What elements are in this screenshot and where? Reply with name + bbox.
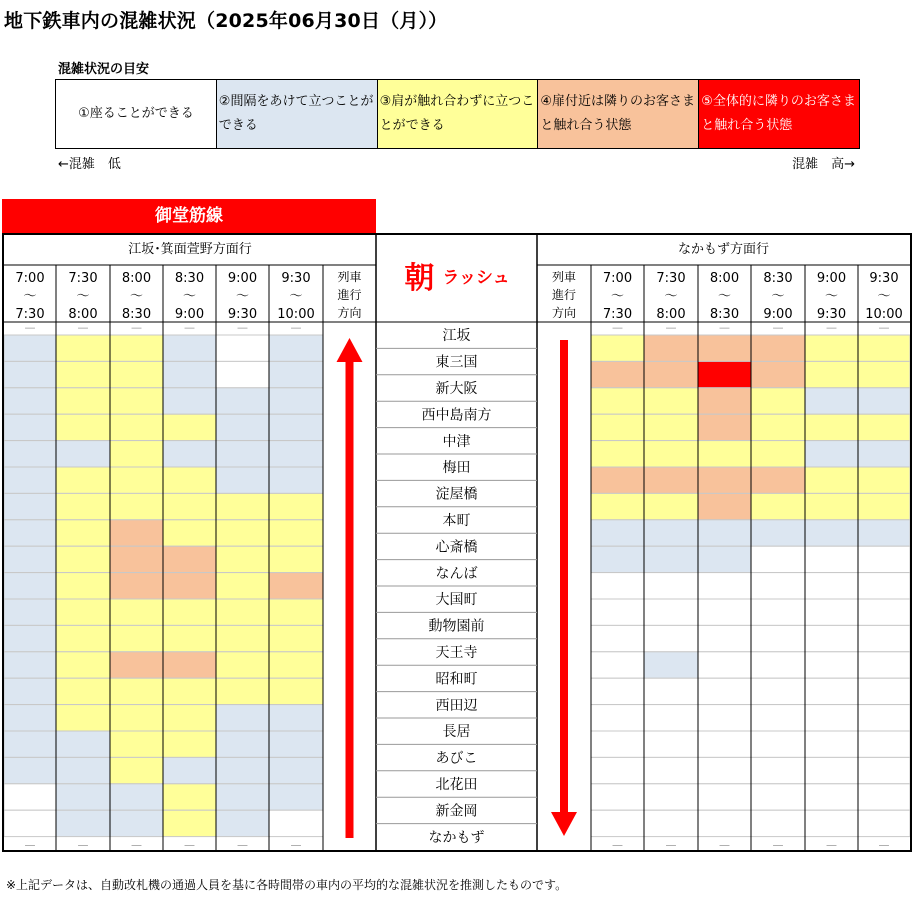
legend-level-1: ①座ることができる: [56, 80, 217, 148]
station-label-2: 新大阪: [435, 381, 478, 397]
right-dircol-label-0: 列車: [551, 270, 577, 284]
left-time-end-3: 9:00: [174, 307, 205, 322]
right-dircol-label-2: 方向: [551, 306, 577, 320]
legend-level-3: ③肩が触れ合わずに立つことができる: [378, 80, 539, 148]
left-time-tilde-5: ～: [289, 289, 303, 304]
right-time-start-1: 7:30: [656, 271, 686, 286]
right-time-start-4: 9:00: [816, 271, 847, 286]
right-dash-bottom-2: —: [719, 838, 730, 852]
station-label-3: 西中島南方: [421, 407, 492, 424]
left-dircol-label-0: 列車: [337, 270, 362, 284]
station-label-9: なんば: [435, 565, 478, 582]
left-dash-bottom-4: —: [237, 838, 248, 852]
legend-level-4: ④扉付近は隣りのお客さまと触れ合う状態: [538, 80, 699, 148]
left-time-start-3: 8:30: [174, 271, 205, 286]
station-label-16: あびこ: [435, 750, 478, 767]
left-dircol-label-1: 進行: [337, 288, 362, 302]
left-time-tilde-3: ～: [182, 289, 197, 304]
left-time-tilde-1: ～: [76, 289, 90, 304]
station-label-7: 本町: [442, 513, 471, 529]
table-frame: [2, 233, 912, 852]
left-dash-bottom-5: —: [290, 838, 302, 852]
legend-heading: 混雑状況の目安: [58, 62, 150, 77]
left-time-start-5: 9:30: [281, 271, 311, 286]
right-dash-bottom-0: —: [612, 838, 623, 852]
right-dash-top-2: —: [719, 321, 730, 334]
station-label-18: 新金岡: [435, 803, 478, 820]
station-label-12: 天王寺: [435, 645, 478, 661]
right-time-start-2: 8:00: [709, 271, 740, 286]
station-label-1: 東三国: [435, 354, 478, 371]
station-label-13: 昭和町: [435, 671, 478, 688]
left-dircol-label-2: 方向: [337, 306, 362, 320]
left-dash-top-5: —: [290, 321, 302, 334]
left-time-end-2: 8:30: [121, 307, 152, 322]
right-time-tilde-2: ～: [717, 289, 732, 304]
footnote: ※上記データは、自動改札機の通過人員を基に各時間帯の車内の平均的な混雑状況を推測したものです。: [6, 878, 568, 892]
right-time-end-3: 9:00: [763, 307, 793, 322]
legend-level-5: ⑤全体的に隣りのお客さまと触れ合う状態: [699, 80, 859, 148]
right-dash-top-4: —: [826, 321, 837, 334]
left-time-tilde-4: ～: [235, 289, 250, 304]
station-label-0: 江坂: [442, 328, 471, 345]
station-label-4: 中津: [442, 433, 471, 450]
left-time-start-0: 7:00: [15, 271, 45, 286]
right-dash-bottom-1: —: [665, 838, 677, 852]
right-dash-bottom-4: —: [826, 838, 837, 852]
station-label-15: 長居: [442, 724, 471, 741]
left-dash-bottom-3: —: [184, 838, 195, 852]
right-dash-top-5: —: [878, 321, 890, 334]
station-label-11: 動物園前: [428, 618, 485, 635]
legend-level-2: ②間隔をあけて立つことができる: [217, 80, 378, 148]
left-time-tilde-2: ～: [129, 289, 144, 304]
right-time-tilde-4: ～: [824, 289, 839, 304]
right-time-end-1: 8:00: [656, 307, 686, 322]
left-time-start-2: 8:00: [121, 271, 152, 286]
right-direction-header: なかもず方面行: [677, 242, 769, 257]
left-time-end-4: 9:30: [227, 307, 258, 322]
left-time-start-1: 7:30: [68, 271, 98, 286]
left-time-end-1: 8:00: [68, 307, 98, 322]
left-direction-header: 江坂･箕面萱野方面行: [128, 242, 252, 257]
right-time-end-4: 9:30: [816, 307, 847, 322]
right-dash-top-1: —: [665, 321, 677, 334]
station-label-10: 大国町: [435, 592, 478, 609]
left-time-end-5: 10:00: [277, 307, 315, 322]
left-dash-top-0: —: [24, 321, 36, 334]
right-dash-top-0: —: [612, 321, 623, 334]
station-label-17: 北花田: [435, 777, 478, 793]
left-time-tilde-0: ～: [23, 289, 37, 304]
right-time-tilde-5: ～: [877, 289, 891, 304]
right-time-end-2: 8:30: [709, 307, 740, 322]
line-name-tab: 御堂筋線: [2, 199, 376, 233]
station-label-5: 梅田: [442, 460, 471, 477]
right-time-start-3: 8:30: [763, 271, 793, 286]
left-dash-top-1: —: [77, 321, 89, 334]
right-dircol-label-1: 進行: [551, 288, 577, 302]
period-sub: ラッシュ: [442, 267, 510, 288]
left-time-start-4: 9:00: [227, 271, 258, 286]
right-time-tilde-0: ～: [610, 289, 625, 304]
right-time-end-5: 10:00: [865, 307, 903, 322]
left-dash-bottom-1: —: [77, 838, 89, 852]
period-main: 朝: [404, 261, 435, 296]
right-time-end-0: 7:30: [602, 307, 633, 322]
legend-low-label: ←混雑 低: [58, 157, 121, 172]
right-time-start-0: 7:00: [602, 271, 633, 286]
station-label-14: 西田辺: [435, 697, 478, 714]
legend-high-label: 混雑 高→: [792, 157, 855, 172]
left-dash-top-2: —: [131, 321, 142, 334]
station-label-8: 心斎橋: [435, 539, 478, 556]
left-dash-top-3: —: [184, 321, 195, 334]
left-dash-top-4: —: [237, 321, 248, 334]
right-time-tilde-1: ～: [664, 289, 678, 304]
left-time-end-0: 7:30: [15, 307, 45, 322]
right-dash-bottom-3: —: [772, 838, 784, 852]
page-title: 地下鉄車内の混雑状況（2025年06月30日（月））: [4, 10, 448, 32]
right-time-tilde-3: ～: [771, 289, 785, 304]
right-dash-top-3: —: [772, 321, 784, 334]
station-label-6: 淀屋橋: [435, 486, 478, 503]
left-dash-bottom-2: —: [131, 838, 142, 852]
right-dash-bottom-5: —: [878, 838, 890, 852]
left-dash-bottom-0: —: [24, 838, 36, 852]
station-label-19: なかもず: [428, 829, 485, 846]
right-time-start-5: 9:30: [869, 271, 899, 286]
